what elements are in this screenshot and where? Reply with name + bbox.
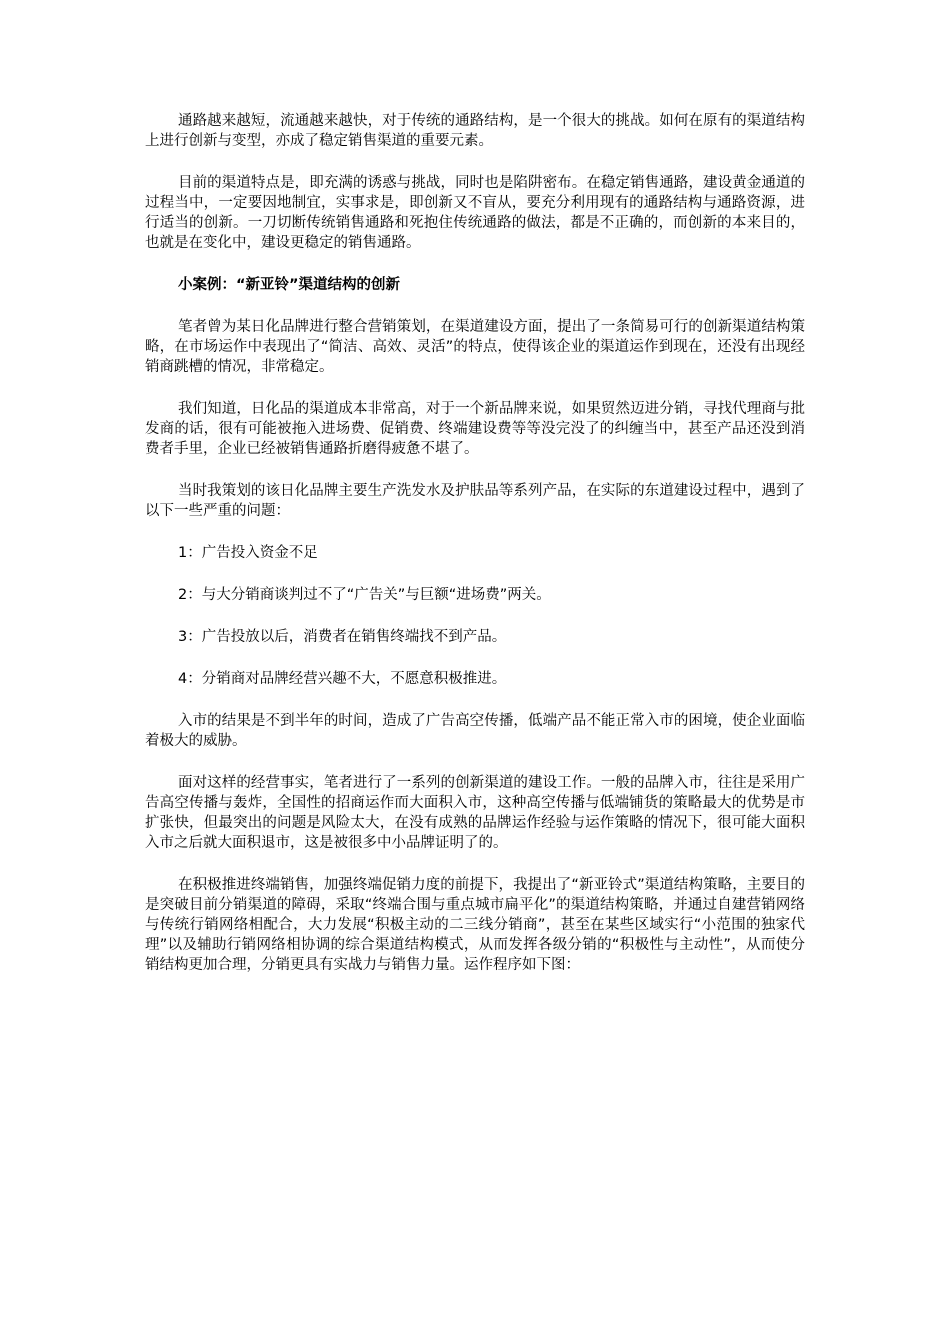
problem-item-4: 4：分销商对品牌经营兴趣不大，不愿意积极推进。 bbox=[178, 671, 507, 687]
paragraph-author-strategy: 笔者曾为某日化品牌进行整合营销策划，在渠道建设方面，提出了一条简易可行的创新渠道结构策略，在市场运作中表现出了“简洁、高效、灵活”的特点，使得该企业的渠道运作到现在，还没有出现经销商跳槽的情况，非常稳定。 bbox=[145, 319, 805, 375]
paragraph-xinyaling-strategy: 在积极推进终端销售，加强终端促销力度的前提下，我提出了“新亚铃式”渠道结构策略，主要目的是突破目前分销渠道的障碍，采取“终端合围与重点城市扁平化”的渠道结构策略，并通过自建营销网络与传统行销网络相配合，大力发展“积极主动的二三线分销商”，甚至在某些区域实行“小范围的独家代理”以及辅助行销网络相协调的综合渠道结构模式，从而发挥各级分销的“积极性与主动性”，从而使分销结构更加合理，分销更具有实战力与销售力量。运作程序如下图： bbox=[145, 877, 805, 973]
paragraph-channel-cost: 我们知道，日化品的渠道成本非常高，对于一个新品牌来说，如果贸然迈进分销，寻找代理商与批发商的话，很有可能被拖入进场费、促销费、终端建设费等等没完没了的纠缠当中，甚至产品还没到消费者手里，企业已经被销售通路折磨得疲惫不堪了。 bbox=[145, 401, 805, 457]
problem-item-2: 2：与大分销商谈判过不了“广告关”与巨额“进场费”两关。 bbox=[178, 587, 551, 603]
document-page bbox=[145, 111, 805, 997]
paragraph-problems-intro: 当时我策划的该日化品牌主要生产洗发水及护肤品等系列产品，在实际的东道建设过程中，遇到了以下一些严重的问题： bbox=[145, 483, 805, 519]
paragraph-market-result: 入市的结果是不到半年的时间，造成了广告高空传播，低端产品不能正常入市的困境，使企业面临着极大的威胁。 bbox=[145, 713, 805, 749]
paragraph-innovation-work: 面对这样的经营事实，笔者进行了一系列的创新渠道的建设工作。一般的品牌入市，往往是采用广告高空传播与轰炸，全国性的招商运作而大面积入市，这种高空传播与低端铺货的策略最大的优势是市扩张快，但最突出的问题是风险太大，在没有成熟的品牌运作经验与运作策略的情况下，很可能大面积入市之后就大面积退市，这是被很多中小品牌证明了的。 bbox=[145, 775, 805, 851]
case-heading: 小案例：“新亚铃”渠道结构的创新 bbox=[178, 277, 401, 293]
paragraph-channel-features: 目前的渠道特点是，即充满的诱惑与挑战，同时也是陷阱密布。在稳定销售通路，建设黄金通道的过程当中，一定要因地制宜，实事求是，即创新又不盲从，要充分利用现有的通路结构与通路资源，进行适当的创新。一刀切断传统销售通路和死抱住传统通路的做法，都是不正确的，而创新的本来目的，也就是在变化中，建设更稳定的销售通路。 bbox=[145, 175, 805, 251]
problem-item-3: 3：广告投放以后，消费者在销售终端找不到产品。 bbox=[178, 629, 507, 645]
paragraph-channel-challenge: 通路越来越短，流通越来越快，对于传统的通路结构，是一个很大的挑战。如何在原有的渠道结构上进行创新与变型，亦成了稳定销售渠道的重要元素。 bbox=[145, 113, 805, 149]
problem-item-1: 1：广告投入资金不足 bbox=[178, 545, 318, 561]
